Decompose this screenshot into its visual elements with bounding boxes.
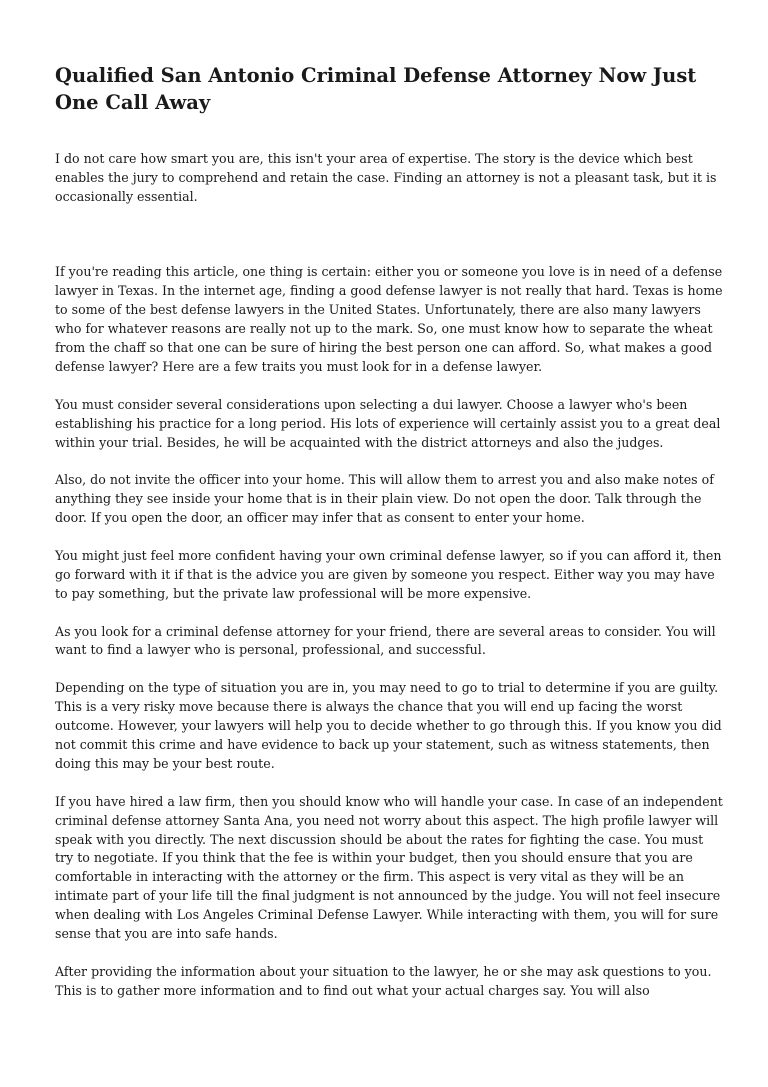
- paragraph: If you have hired a law firm, then you should know who will handle your case. In case of an independent criminal defense attorney Santa Ana, you need not worry about this aspect. The high profile lawyer will speak with you directly. The next discussion should be about the rates for fighting the case. You must try to negotiate. If you think that the fee is within your budget, then you should ensure that you are comfortable in interacting with the attorney or the firm. This aspect is very vital as they will be an intimate part of your life till the final judgment is not announced by the judge. You will not feel insecure when dealing with Los Angeles Criminal Defense Lawyer. While interacting with them, you will for sure sense that you are into safe hands.: [55, 793, 723, 942]
- paragraph-intro: I do not care how smart you are, this isn't your area of expertise. The story is the device which best enables the jury to comprehend and retain the case. Finding an attorney is not a pleasant task, but it is occasionally essential.: [55, 151, 717, 204]
- paragraph: After providing the information about your situation to the lawyer, he or she may ask questions to you. This is to gather more information and to find out what your actual charges say. You will also: [55, 963, 712, 998]
- paragraph: If you're reading this article, one thing is certain: either you or someone you love is in need of a defense lawyer in Texas. In the internet age, finding a good defense lawyer is not really that hard. Texas is home to some of the best defense lawyers in the United States. Unfortunately, there are also many lawyers who for whatever reasons are really not up to the mark. So, one must know how to separate the wheat from the chaff so that one can be sure of hiring the best person one can afford. So, what makes a good defense lawyer? Here are a few traits you must look for in a defense lawyer.: [55, 264, 723, 374]
- paragraph: Depending on the type of situation you are in, you may need to go to trial to determine if you are guilty. This is a very risky move because there is always the chance that you will end up facing the worst outcome. However, your lawyers will help you to decide whether to go through this. If you know you did not commit this crime and have evidence to back up your statement, such as witness statements, then doing this may be your best route.: [55, 680, 722, 771]
- paragraph: As you look for a criminal defense attorney for your friend, there are several areas to consider. You will want to find a lawyer who is personal, professional, and successful.: [55, 623, 716, 658]
- document-title: Qualified San Antonio Criminal Defense Attorney Now Just One Call Away: [55, 64, 697, 114]
- paragraph: Also, do not invite the officer into your home. This will allow them to arrest you and also make notes of anything they see inside your home that is in their plain view. Do not open the door. Talk through the door. If you open the door, an officer may infer that as consent to enter your home.: [55, 472, 714, 526]
- paragraph: You must consider several considerations upon selecting a dui lawyer. Choose a lawyer who's been establishing his practice for a long period. His lots of experience will certainly assist you to a great deal within your trial. Besides, he will be acquainted with the district attorneys and also the judges.: [55, 396, 721, 450]
- document-body: [55, 150, 723, 1020]
- paragraph: You might just feel more confident having your own criminal defense lawyer, so if you can afford it, then go forward with it if that is the advice you are given by someone you respect. Either way you may have to pay something, but the private law professional will be more expensive.: [55, 547, 722, 601]
